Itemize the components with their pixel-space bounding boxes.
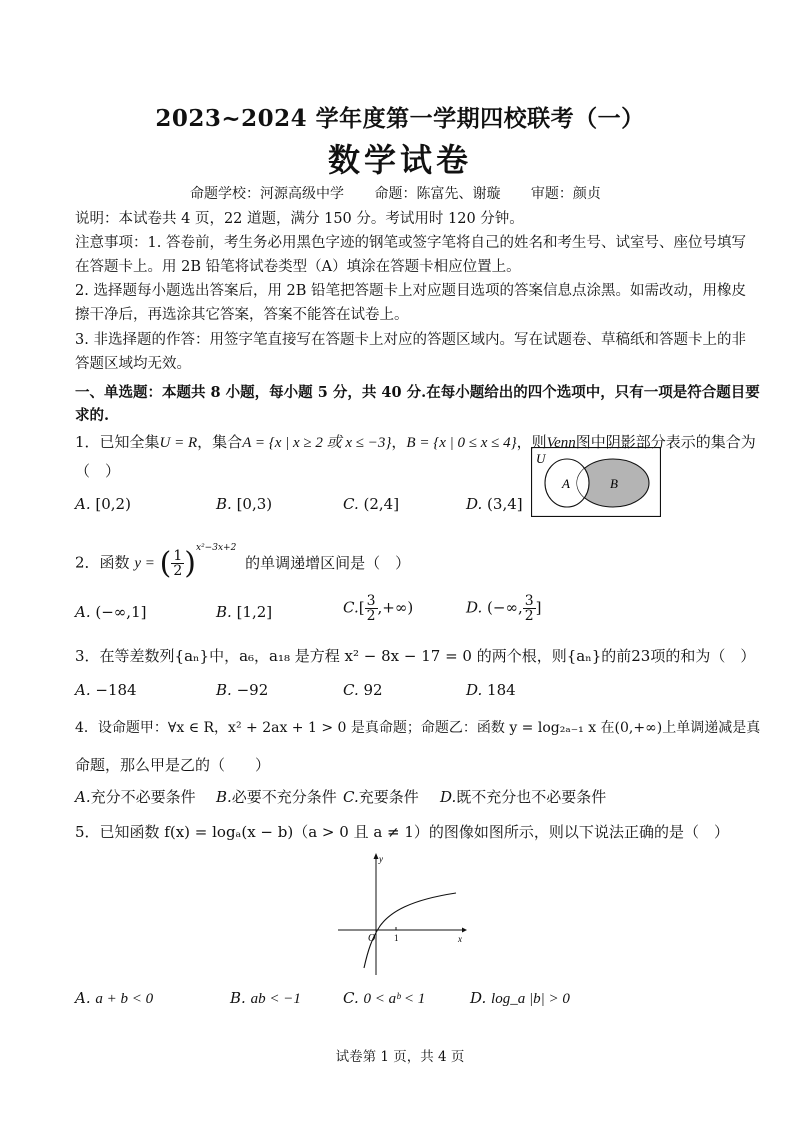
right-paren: ) [184, 546, 196, 581]
option-label: B. [216, 681, 232, 699]
q4-option-d [440, 786, 606, 807]
option-text: 必要不充分条件 [231, 788, 337, 806]
origin-label: O [368, 933, 376, 944]
option-label: A. [75, 989, 91, 1007]
option-text: ,+∞) [377, 598, 414, 617]
fraction-numerator: 1 [173, 548, 183, 564]
option-label: C. [343, 495, 359, 513]
q1-text: 1．已知全集 [75, 433, 160, 451]
question-2-stem [75, 542, 411, 581]
q5-option-b [230, 989, 301, 1008]
option-text: a + b < 0 [95, 991, 154, 1007]
q4-option-c [343, 786, 419, 807]
option-text: (2,4] [363, 495, 400, 513]
option-text: 充要条件 [358, 788, 419, 806]
option-label: B. [216, 788, 232, 806]
fraction-denominator: 2 [173, 563, 183, 579]
option-text: 既不充分也不必要条件 [456, 788, 607, 806]
option-text: 0 < aᵇ < 1 [363, 991, 426, 1007]
exam-note: 说明：本试卷共 4 页，22 道题，满分 150 分。考试用时 120 分钟。 [75, 211, 524, 227]
option-text: −184 [95, 681, 137, 699]
instruction-1-line-2: 在答题卡上。用 2B 铅笔将试卷类型（A）填涂在答题卡相应位置上。 [75, 259, 521, 275]
question-1-paren: （ ） [75, 462, 121, 480]
option-label: C. [343, 681, 359, 699]
x-axis-label: x [458, 934, 462, 944]
section-heading-line-2: 求的. [75, 407, 110, 424]
q5-option-d [470, 989, 570, 1008]
option-text: (−∞,1] [95, 603, 147, 621]
option-text: (3,4] [487, 495, 523, 513]
x-axis-arrow [462, 928, 467, 933]
q2-option-b [216, 603, 272, 621]
q1-text: ，则 [516, 433, 547, 451]
option-text: [ [358, 598, 365, 617]
author-credit: 命题：陈富先、谢璇 [374, 186, 501, 202]
q1-option-b [216, 495, 272, 513]
y-axis-arrow [374, 853, 379, 859]
q2-option-c [343, 594, 413, 623]
q3-option-a [75, 681, 137, 699]
option-text: ] [535, 598, 542, 617]
option-label: D. [440, 788, 457, 806]
option-label: D. [466, 598, 483, 617]
page-footer: 试卷第 1 页，共 4 页 [335, 1049, 465, 1065]
tick-label-1: 1 [394, 933, 399, 943]
option-text: −92 [236, 681, 269, 699]
q2-option-d [466, 594, 542, 623]
q1-set-a: A = {x | x ≥ 2 或 x ≤ −3} [242, 435, 392, 451]
q2-fraction [171, 549, 184, 578]
q4-option-a [75, 786, 196, 807]
option-label: A. [75, 603, 91, 621]
question-5-stem: 5．已知函数 f(x) = logₐ(x − b)（a > 0 且 a ≠ 1）的图像如图所示，则以下说法正确的是（ ） [75, 823, 729, 841]
log-function-graph [330, 850, 470, 978]
reviewer-credit: 审题：颜贞 [530, 186, 601, 202]
q2-text: 的单调递增区间是（ ） [245, 553, 411, 572]
fraction-denominator: 2 [366, 608, 376, 624]
option-label: C. [343, 788, 359, 806]
option-label: A. [75, 788, 91, 806]
exam-title: 2023~2024 学年度第一学期四校联考（一） [155, 105, 645, 132]
q1-set-b: B = {x | 0 ≤ x ≤ 4} [406, 435, 517, 451]
fraction-numerator: 3 [366, 593, 376, 609]
option-label: D. [466, 495, 483, 513]
option-fraction [523, 594, 536, 623]
y-axis-label: y [379, 854, 383, 864]
option-label: B. [216, 495, 232, 513]
q1-option-c [343, 495, 399, 513]
q2-exponent: x²−3x+2 [196, 542, 237, 553]
option-text: 92 [363, 681, 383, 699]
section-heading-line-1: 一、单选题：本题共 8 小题，每小题 5 分，共 40 分.在每小题给出的四个选项中，只有一项是符合题目要 [75, 384, 760, 401]
option-text: [1,2] [236, 603, 273, 621]
option-label: A. [75, 495, 91, 513]
option-text: ab < −1 [250, 991, 301, 1007]
q3-option-d [466, 681, 516, 699]
exam-subtitle: 数学试卷 [327, 141, 472, 179]
option-text: [0,2) [95, 495, 131, 513]
fraction-numerator: 3 [524, 593, 534, 609]
option-label: C. [343, 989, 359, 1007]
q2-y-equals: y = [134, 555, 155, 572]
q1-venn-word: Venn [546, 435, 576, 451]
option-fraction [365, 594, 378, 623]
venn-diagram [531, 447, 661, 517]
q3-option-b [216, 681, 268, 699]
venn-u-label: U [536, 451, 546, 466]
venn-a-label: A [562, 476, 570, 491]
option-label: D. [466, 681, 483, 699]
credits-line [190, 183, 627, 203]
option-text: 184 [487, 681, 516, 699]
instruction-1-line-1: 注意事项：1. 答卷前，考生务必用黑色字迹的钢笔或签字笔将自己的姓名和考生号、试室号、座位号填写 [75, 235, 746, 251]
q5-option-a [75, 989, 153, 1008]
q1-option-d [466, 495, 523, 513]
instruction-3-line-1: 3. 非选择题的作答：用签字笔直接写在答题卡上对应的答题区域内。写在试题卷、草稿纸和答题卡上的非 [75, 332, 746, 348]
option-text: (−∞, [487, 598, 523, 617]
fraction-denominator: 2 [524, 608, 534, 624]
q1-option-a [75, 495, 131, 513]
q1-text: ，集合 [197, 433, 243, 451]
q1-universal-set: U = R [159, 435, 198, 451]
question-4-line-1: 4．设命题甲：∀x ∈ R，x² + 2ax + 1 > 0 是真命题；命题乙：函数 y = log₂ₐ₋₁ x 在(0,+∞)上单调递减是真 [75, 720, 761, 736]
instruction-3-line-2: 答题区域均无效。 [75, 356, 191, 372]
q1-text: ， [391, 433, 407, 451]
question-3-stem: 3．在等差数列{aₙ}中，a₆，a₁₈ 是方程 x² − 8x − 17 = 0 的两个根，则{aₙ}的前23项的和为（ ） [75, 647, 756, 665]
q1-text: 图中阴影部分表示的集合为 [575, 433, 756, 451]
option-text: 充分不必要条件 [90, 788, 196, 806]
left-paren: ( [159, 546, 172, 581]
option-text: [0,3) [236, 495, 273, 513]
school-credit: 命题学校：河源高级中学 [190, 186, 344, 202]
option-label: A. [75, 681, 91, 699]
instruction-2-line-1: 2. 选择题每小题选出答案后，用 2B 铅笔把答题卡上对应题目选项的答案信息点涂黑。如需改动，用橡皮 [75, 283, 747, 299]
option-label: B. [230, 989, 246, 1007]
option-label: D. [470, 989, 487, 1007]
q4-option-b [216, 786, 337, 807]
q2-text: 2．函数 [75, 553, 130, 572]
option-text: log_a |b| > 0 [491, 991, 570, 1007]
option-label: C. [343, 598, 359, 617]
option-label: B. [216, 603, 232, 621]
q3-option-c [343, 681, 383, 699]
question-4-line-2: 命题，那么甲是乙的（ ） [75, 756, 271, 774]
q2-option-a [75, 603, 146, 621]
instruction-2-line-2: 擦干净后，再选涂其它答案，答案不能答在试卷上。 [75, 307, 409, 323]
q5-option-c [343, 989, 425, 1008]
venn-b-label: B [610, 476, 618, 491]
